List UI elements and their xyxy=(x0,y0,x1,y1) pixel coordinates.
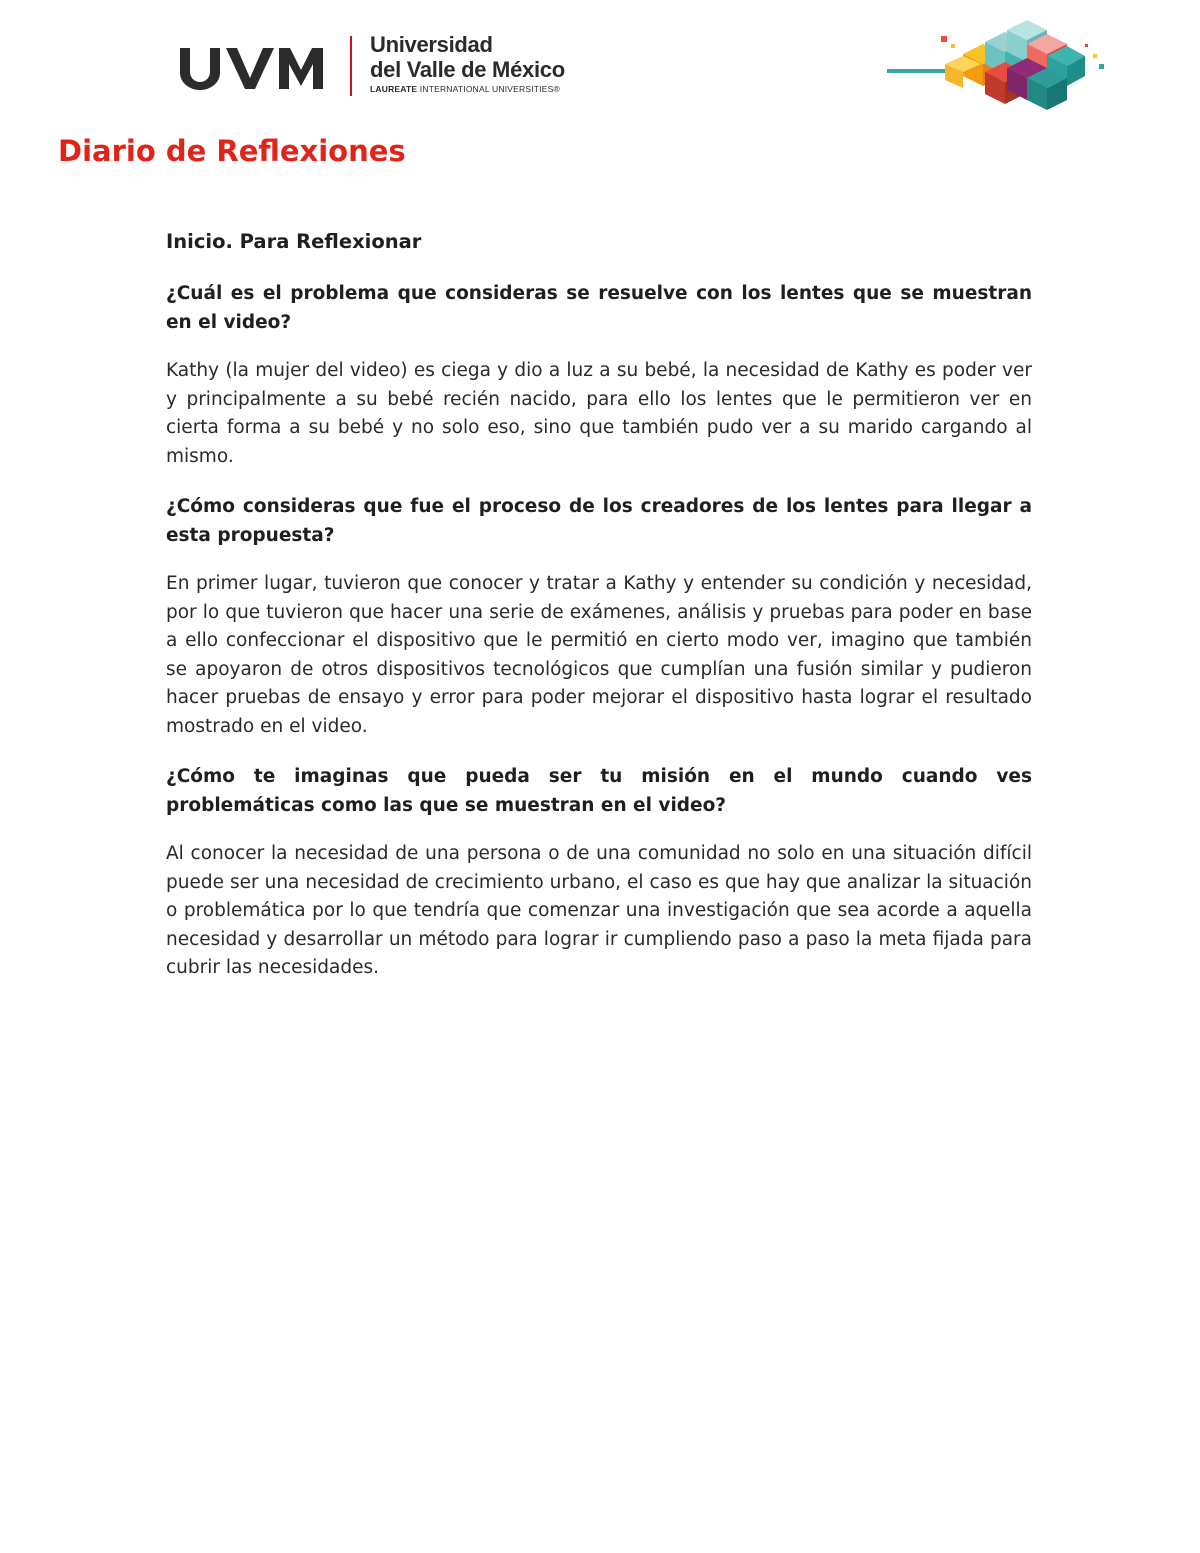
question-3: ¿Cómo te imaginas que pueda ser tu misión en el mundo cuando ves problemáticas como las que se muestran en el video? xyxy=(166,766,1032,816)
logo-name-line-1: Universidad xyxy=(370,32,493,57)
uvm-logo-mark xyxy=(178,46,338,90)
logo-tagline xyxy=(370,84,560,94)
section-heading: Inicio. Para Reflexionar xyxy=(166,230,422,253)
logo-divider xyxy=(350,36,352,96)
logo-university-name xyxy=(370,32,565,82)
logo-name-line-2: del Valle de México xyxy=(370,57,565,82)
logo-tagline-rest: INTERNATIONAL UNIVERSITIES® xyxy=(417,84,560,94)
question-2: ¿Cómo consideras que fue el proceso de los creadores de los lentes para llegar a esta propuesta? xyxy=(166,496,1032,546)
decorative-cubes-graphic xyxy=(885,14,1115,114)
answer-1: Kathy (la mujer del video) es ciega y dio a luz a su bebé, la necesidad de Kathy es poder ver y principalmente a su bebé recién nacido, para ello los lentes que le permitieron ver en cierta forma a su bebé y no solo eso, sino que también pudo ver a su marido cargando al mismo. xyxy=(166,360,1032,467)
question-1: ¿Cuál es el problema que consideras se resuelve con los lentes que se muestran en el video? xyxy=(166,283,1032,333)
document-title: Diario de Reflexiones xyxy=(58,134,406,168)
answer-2: En primer lugar, tuvieron que conocer y tratar a Kathy y entender su condición y necesidad, por lo que tuvieron que hacer una serie de exámenes, análisis y pruebas para poder en base a ello confeccionar el dispositivo que le permitió en cierto modo ver, imagino que también se apoyaron de otros dispositivos tecnológicos que cumplían una fusión similar y pudieron hacer pruebas de ensayo y error para poder mejorar el dispositivo hasta lograr el resultado mostrado en el video. xyxy=(166,573,1032,737)
answer-3: Al conocer la necesidad de una persona o de una comunidad no solo en una situación difícil puede ser una necesidad de crecimiento urbano, el caso es que hay que analizar la situación o problemática por lo que tendría que comenzar una investigación que sea acorde a aquella necesidad y desarrollar un método para lograr ir cumpliendo paso a paso la meta fijada para cubrir las necesidades. xyxy=(166,843,1032,978)
document-content xyxy=(166,228,1032,1005)
logo-tagline-bold: LAUREATE xyxy=(370,84,418,94)
uvm-logo xyxy=(178,30,578,102)
